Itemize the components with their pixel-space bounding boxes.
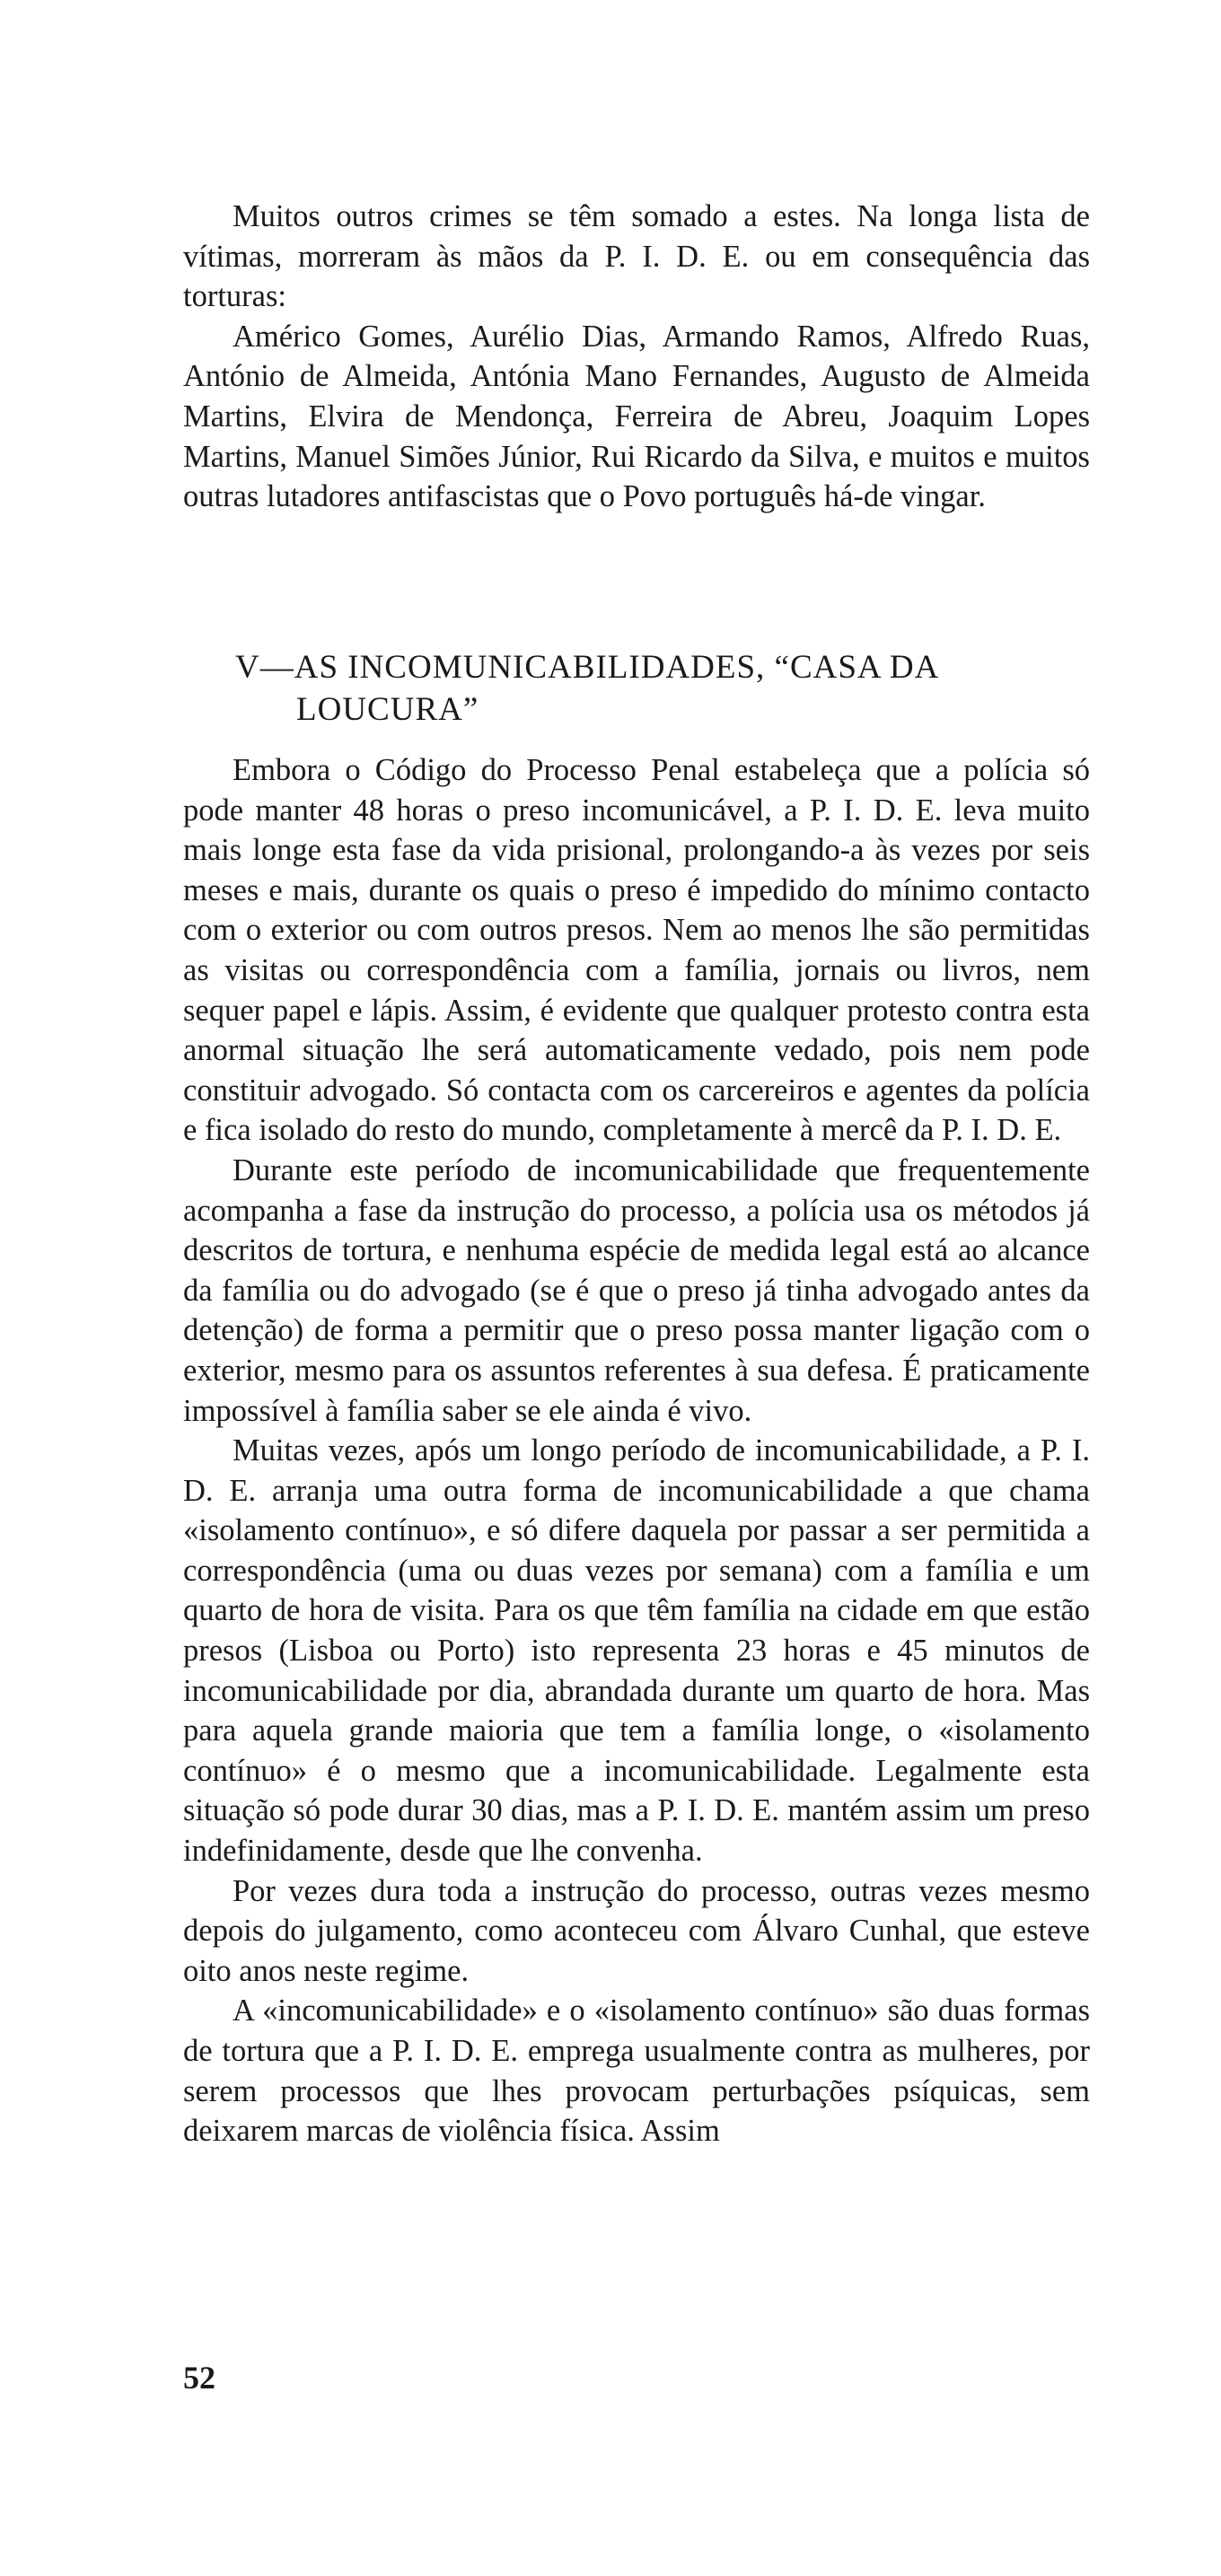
section-heading-line2: LOUCURA”: [296, 691, 479, 728]
victims-section: [183, 197, 1090, 517]
page-number: 52: [183, 2360, 215, 2396]
paragraph-5: A «incomunicabilidade» e o «isolamento contínuo» são duas formas de tortura que a P. I. D. E. emprega usualmente contra as mulheres, por serem processos que lhes provocam perturbações psíquicas, sem deixarem marcas de violência física. Assim: [183, 1993, 1090, 2149]
section-heading-line1: V—AS INCOMUNICABILIDADES, “CASA DA: [235, 649, 940, 686]
paragraph-2: Durante este período de incomunicabilidade que frequentemente acompanha a fase da instrução do processo, a polícia usa os métodos já descritos de tortura, e nenhuma espécie de medida legal está ao alcance da família ou do advogado (se é que o preso já tinha advogado antes da detenção) de forma a permitir que o preso possa manter ligação com o exterior, mesmo para os assuntos referentes à sua defesa. É praticamente impossível à família saber se ele ainda é vivo.: [183, 1152, 1090, 1428]
paragraph-3: Muitas vezes, após um longo período de incomunicabilidade, a P. I. D. E. arranja uma outra forma de incomunicabilidade a que chama «isolamento contínuo», e só difere daquela por passar a ser permitida a correspondência (uma ou duas vezes por semana) com a família e um quarto de hora de visita. Para os que têm família na cidade em que estão presos (Lisboa ou Porto) isto representa 23 horas e 45 minutos de incomunicabilidade por dia, abrandada durante um quarto de hora. Mas para aquela grande maioria que tem a família longe, o «isolamento contínuo» é o mesmo que a incomunicabilidade. Legalmente esta situação só pode durar 30 dias, mas a P. I. D. E. mantém assim um preso indefinidamente, desde que lhe convenha.: [183, 1433, 1090, 1869]
incommunicability-section: [183, 750, 1090, 2151]
paragraph-intro: Muitos outros crimes se têm somado a estes. Na longa lista de vítimas, morreram às mãos da P. I. D. E. ou em consequência das torturas:: [183, 199, 1090, 314]
section-heading: [235, 646, 1043, 731]
paragraph-victims-list: Américo Gomes, Aurélio Dias, Armando Ramos, Alfredo Ruas, António de Almeida, Antónia Mano Fernandes, Augusto de Almeida Martins, Elvira de Mendonça, Ferreira de Abreu, Joaquim Lopes Martins, Manuel Simões Júnior, Rui Ricardo da Silva, e muitos e muitos outras lutadores antifascistas que o Povo português há-de vingar.: [183, 319, 1090, 514]
paragraph-4: Por vezes dura toda a instrução do processo, outras vezes mesmo depois do julgamento, como aconteceu com Álvaro Cunhal, que esteve oito anos neste regime.: [183, 1873, 1090, 1988]
paragraph-1: Embora o Código do Processo Penal estabeleça que a polícia só pode manter 48 horas o preso incomunicável, a P. I. D. E. leva muito mais longe esta fase da vida prisional, prolongando-a às vezes por seis meses e mais, durante os quais o preso é impedido do mínimo contacto com o exterior ou com outros presos. Nem ao menos lhe são permitidas as visitas ou correspondência com a família, jornais ou livros, nem sequer papel e lápis. Assim, é evidente que qualquer protesto contra esta anormal situação lhe será automaticamente vedado, pois nem pode constituir advogado. Só contacta com os carcereiros e agentes da polícia e fica isolado do resto do mundo, completamente à mercê da P. I. D. E.: [183, 753, 1090, 1148]
